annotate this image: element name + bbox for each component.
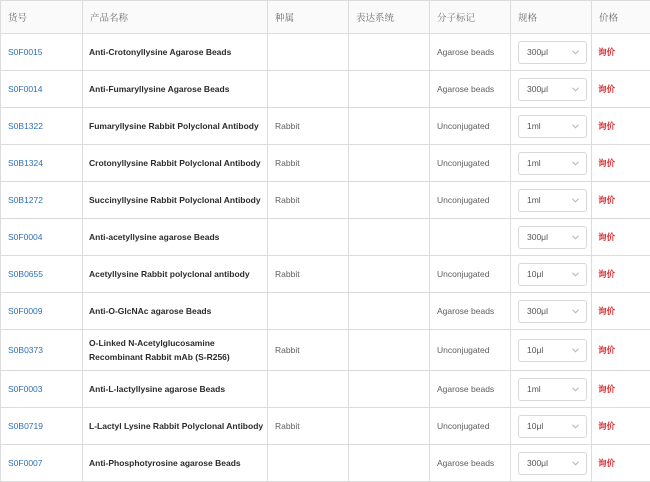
spec-cell: [511, 330, 592, 371]
price-inquiry-link[interactable]: 询价: [592, 219, 650, 256]
sku-link[interactable]: S0B1322: [1, 108, 83, 145]
sku-link[interactable]: S0F0014: [1, 71, 83, 108]
species-cell: Rabbit: [268, 182, 349, 219]
spec-select[interactable]: [518, 152, 587, 175]
expression-system-cell: [349, 330, 430, 371]
spec-select[interactable]: [518, 189, 587, 212]
chevron-down-icon: [571, 197, 580, 204]
molecular-tag-cell: Agarose beads: [430, 71, 511, 108]
spec-select-value: 300μl: [527, 46, 548, 57]
chevron-down-icon: [571, 308, 580, 315]
spec-select-value: 300μl: [527, 83, 548, 94]
table-row: [1, 256, 650, 293]
expression-system-cell: [349, 34, 430, 71]
spec-select-value: 300μl: [527, 231, 548, 242]
table-row: [1, 71, 650, 108]
table-row: [1, 293, 650, 330]
spec-select[interactable]: [518, 263, 587, 286]
molecular-tag-cell: Unconjugated: [430, 108, 511, 145]
spec-select-value: 1ml: [527, 194, 541, 205]
expression-system-cell: [349, 371, 430, 408]
spec-select[interactable]: [518, 41, 587, 64]
spec-cell: [511, 371, 592, 408]
chevron-down-icon: [571, 234, 580, 241]
price-inquiry-link[interactable]: 询价: [592, 71, 650, 108]
product-name[interactable]: Succinyllysine Rabbit Polyclonal Antibody: [83, 182, 268, 219]
sku-link[interactable]: S0B0655: [1, 256, 83, 293]
chevron-down-icon: [571, 160, 580, 167]
spec-select-value: 1ml: [527, 120, 541, 131]
sku-link[interactable]: S0F0009: [1, 293, 83, 330]
species-cell: Rabbit: [268, 330, 349, 371]
spec-cell: [511, 145, 592, 182]
expression-system-cell: [349, 219, 430, 256]
table-row: [1, 34, 650, 71]
product-name[interactable]: O-Linked N-Acetylglucosamine Recombinant Rabbit mAb (S-R256): [83, 330, 268, 371]
molecular-tag-cell: Agarose beads: [430, 371, 511, 408]
spec-select[interactable]: [518, 339, 587, 362]
sku-link[interactable]: S0B1324: [1, 145, 83, 182]
table-row: [1, 330, 650, 371]
price-inquiry-link[interactable]: 询价: [592, 34, 650, 71]
table-row: [1, 145, 650, 182]
header-expression-system: 表达系统: [349, 1, 430, 34]
product-name[interactable]: Anti-Crotonyllysine Agarose Beads: [83, 34, 268, 71]
expression-system-cell: [349, 108, 430, 145]
species-cell: [268, 219, 349, 256]
sku-link[interactable]: S0B0719: [1, 408, 83, 445]
sku-link[interactable]: S0F0004: [1, 219, 83, 256]
spec-cell: [511, 256, 592, 293]
species-cell: Rabbit: [268, 145, 349, 182]
molecular-tag-cell: Unconjugated: [430, 408, 511, 445]
chevron-down-icon: [571, 123, 580, 130]
spec-cell: [511, 34, 592, 71]
spec-select-value: 1ml: [527, 383, 541, 394]
header-molecular-tag: 分子标记: [430, 1, 511, 34]
product-name[interactable]: Acetyllysine Rabbit polyclonal antibody: [83, 256, 268, 293]
sku-link[interactable]: S0B0373: [1, 330, 83, 371]
spec-select-value: 1ml: [527, 157, 541, 168]
sku-link[interactable]: S0B1272: [1, 182, 83, 219]
spec-select[interactable]: [518, 415, 587, 438]
chevron-down-icon: [571, 386, 580, 393]
spec-select[interactable]: [518, 78, 587, 101]
species-cell: [268, 71, 349, 108]
spec-cell: [511, 219, 592, 256]
molecular-tag-cell: Unconjugated: [430, 330, 511, 371]
product-name[interactable]: Anti-Phosphotyrosine agarose Beads: [83, 445, 268, 482]
table-row: [1, 445, 650, 482]
species-cell: [268, 445, 349, 482]
spec-cell: [511, 108, 592, 145]
header-price: 价格: [592, 1, 650, 34]
expression-system-cell: [349, 293, 430, 330]
price-inquiry-link[interactable]: 询价: [592, 293, 650, 330]
spec-cell: [511, 293, 592, 330]
header-product-name: 产品名称: [83, 1, 268, 34]
table-header: [1, 1, 650, 34]
spec-select[interactable]: [518, 452, 587, 475]
spec-cell: [511, 71, 592, 108]
spec-select-value: 300μl: [527, 457, 548, 468]
species-cell: Rabbit: [268, 408, 349, 445]
product-name[interactable]: Anti-acetyllysine agarose Beads: [83, 219, 268, 256]
table-row: [1, 219, 650, 256]
header-sku: 货号: [1, 1, 83, 34]
table-row: [1, 408, 650, 445]
species-cell: [268, 371, 349, 408]
expression-system-cell: [349, 408, 430, 445]
header-row: [1, 1, 650, 34]
product-name[interactable]: Fumaryllysine Rabbit Polyclonal Antibody: [83, 108, 268, 145]
price-inquiry-link[interactable]: 询价: [592, 256, 650, 293]
molecular-tag-cell: Agarose beads: [430, 445, 511, 482]
expression-system-cell: [349, 145, 430, 182]
chevron-down-icon: [571, 49, 580, 56]
table-row: [1, 182, 650, 219]
spec-select[interactable]: [518, 226, 587, 249]
price-inquiry-link[interactable]: 询价: [592, 182, 650, 219]
expression-system-cell: [349, 445, 430, 482]
species-cell: [268, 293, 349, 330]
chevron-down-icon: [571, 271, 580, 278]
product-name[interactable]: Crotonyllysine Rabbit Polyclonal Antibody: [83, 145, 268, 182]
product-name[interactable]: L-Lactyl Lysine Rabbit Polyclonal Antibody: [83, 408, 268, 445]
table-body: [1, 34, 650, 482]
spec-select[interactable]: [518, 115, 587, 138]
molecular-tag-cell: Unconjugated: [430, 182, 511, 219]
table-row: [1, 108, 650, 145]
price-inquiry-link[interactable]: 询价: [592, 371, 650, 408]
spec-cell: [511, 408, 592, 445]
molecular-tag-cell: Unconjugated: [430, 145, 511, 182]
expression-system-cell: [349, 256, 430, 293]
expression-system-cell: [349, 71, 430, 108]
species-cell: Rabbit: [268, 108, 349, 145]
price-inquiry-link[interactable]: 询价: [592, 145, 650, 182]
spec-select-value: 10μl: [527, 268, 544, 279]
product-name[interactable]: Anti-O-GlcNAc agarose Beads: [83, 293, 268, 330]
molecular-tag-cell: Agarose beads: [430, 34, 511, 71]
chevron-down-icon: [571, 423, 580, 430]
price-inquiry-link[interactable]: 询价: [592, 445, 650, 482]
price-inquiry-link[interactable]: 询价: [592, 108, 650, 145]
price-inquiry-link[interactable]: 询价: [592, 408, 650, 445]
header-species: 种属: [268, 1, 349, 34]
sku-link[interactable]: S0F0003: [1, 371, 83, 408]
sku-link[interactable]: S0F0015: [1, 34, 83, 71]
sku-link[interactable]: S0F0007: [1, 445, 83, 482]
spec-select[interactable]: [518, 300, 587, 323]
spec-select-value: 300μl: [527, 305, 548, 316]
table-row: [1, 371, 650, 408]
spec-select-value: 10μl: [527, 344, 544, 355]
molecular-tag-cell: Agarose beads: [430, 293, 511, 330]
price-inquiry-link[interactable]: 询价: [592, 330, 650, 371]
molecular-tag-cell: Unconjugated: [430, 256, 511, 293]
chevron-down-icon: [571, 86, 580, 93]
chevron-down-icon: [571, 460, 580, 467]
header-spec: 规格: [511, 1, 592, 34]
spec-select[interactable]: [518, 378, 587, 401]
product-name[interactable]: Anti-L-lactyllysine agarose Beads: [83, 371, 268, 408]
spec-cell: [511, 445, 592, 482]
molecular-tag-cell: [430, 219, 511, 256]
expression-system-cell: [349, 182, 430, 219]
species-cell: [268, 34, 349, 71]
spec-select-value: 10μl: [527, 420, 544, 431]
species-cell: Rabbit: [268, 256, 349, 293]
chevron-down-icon: [571, 347, 580, 354]
spec-cell: [511, 182, 592, 219]
product-name[interactable]: Anti-Fumaryllysine Agarose Beads: [83, 71, 268, 108]
